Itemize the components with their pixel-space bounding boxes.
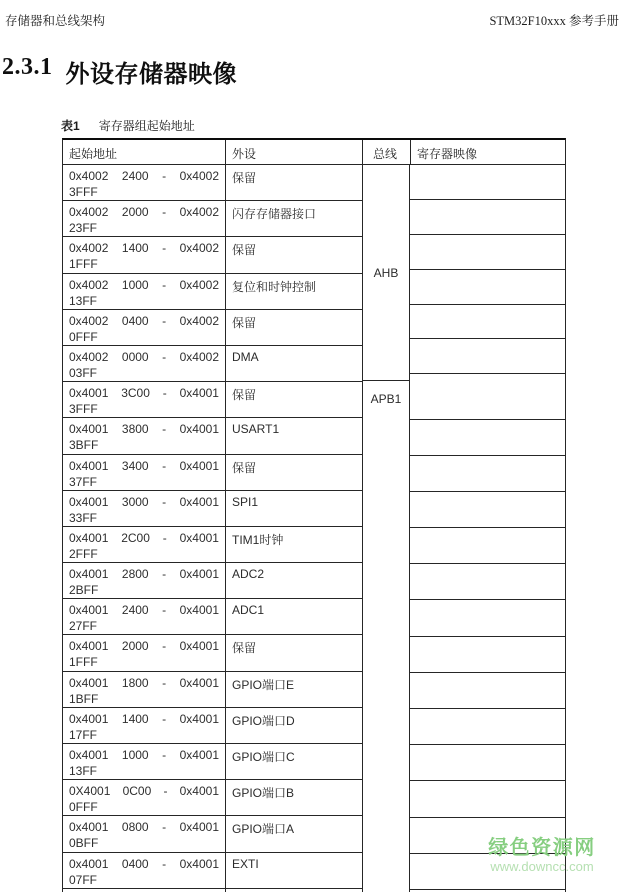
address-cell: [63, 816, 226, 852]
column-header-peripheral: 外设: [226, 140, 363, 164]
column-header-bus: 总线: [363, 140, 411, 164]
bus-section-ahb: [363, 165, 409, 381]
address-cell: [63, 310, 226, 346]
address-range-line2: 0FFF: [69, 329, 98, 344]
table-caption: [61, 117, 195, 134]
address-range-line1: 0x4002 1000 - 0x4002: [69, 277, 219, 292]
address-range-line2: 33FF: [69, 510, 98, 525]
table-header-row: [63, 140, 565, 165]
address-cell: [63, 237, 226, 273]
peripheral-cell: ADC2: [226, 563, 363, 599]
address-cell: [63, 455, 226, 491]
address-range-line2: 1BFF: [69, 691, 99, 706]
table-caption-label: 表1: [61, 119, 80, 133]
address-cell: [63, 744, 226, 780]
register-map-cell: [410, 235, 565, 270]
table-body: [63, 165, 565, 892]
address-range-line1: 0X4001 0C00 - 0x4001: [69, 784, 219, 799]
bus-section-apb1: [363, 381, 409, 417]
address-cell: [63, 418, 226, 454]
running-head-right: STM32F10xxx 参考手册: [489, 14, 619, 28]
address-cell: [63, 165, 226, 201]
address-cell: [63, 708, 226, 744]
address-range-line1: 0x4001 3000 - 0x4001: [69, 494, 219, 509]
peripheral-cell: 保留: [226, 310, 363, 346]
address-range-line1: 0x4001 3800 - 0x4001: [69, 422, 219, 437]
register-map-cell: [410, 781, 565, 817]
address-range-line1: 0x4002 2000 - 0x4002: [69, 205, 219, 220]
address-range-line2: 3FFF: [69, 185, 98, 199]
peripheral-cell: 保留: [226, 635, 363, 671]
address-range-line2: 0BFF: [69, 836, 99, 851]
watermark-site-name: 绿色资源网: [488, 837, 596, 859]
address-cell: [63, 274, 226, 310]
register-address-table: [62, 138, 566, 892]
table-caption-text: 寄存器组起始地址: [98, 119, 195, 133]
address-cell: [63, 382, 226, 418]
address-cell: [63, 599, 226, 635]
address-range-line1: 0x4001 1400 - 0x4001: [69, 711, 219, 726]
address-range-line1: 0x4001 1000 - 0x4001: [69, 748, 219, 762]
address-cell: [63, 491, 226, 527]
address-range-line1: 0x4002 2400 - 0x4002: [69, 169, 219, 183]
address-range-line2: 37FF: [69, 474, 98, 489]
address-range-line1: 0x4001 1800 - 0x4001: [69, 675, 219, 690]
peripheral-cell: GPIO端口D: [226, 708, 363, 744]
register-map-cell: [410, 709, 565, 745]
address-range-line1: 0x4002 0000 - 0x4002: [69, 349, 219, 364]
register-map-cell: [410, 305, 565, 340]
address-range-line1: 0x4001 3C00 - 0x4001: [69, 386, 219, 401]
address-cell: [63, 635, 226, 671]
peripheral-cell: EXTI: [226, 853, 363, 889]
address-cell: [63, 780, 226, 816]
address-range-line2: 3FFF: [69, 402, 98, 417]
section-heading: [2, 54, 237, 89]
address-range-line1: 0x4001 2C00 - 0x4001: [69, 530, 219, 545]
peripheral-cell: TIM1时钟: [226, 527, 363, 563]
peripheral-cell: 复位和时钟控制: [226, 274, 363, 310]
register-map-cell: [410, 492, 565, 528]
address-range-line1: 0x4001 3400 - 0x4001: [69, 458, 219, 473]
address-range-line1: 0x4001 2800 - 0x4001: [69, 567, 219, 582]
peripheral-cell: 保留: [226, 382, 363, 418]
section-number: 2.3.1: [2, 54, 53, 80]
peripheral-cell: 保留: [226, 237, 363, 273]
address-range-line1: 0x4001 2000 - 0x4001: [69, 639, 219, 654]
address-cell: [63, 853, 226, 889]
register-map-cell: [410, 528, 565, 564]
peripheral-cell: DMA: [226, 346, 363, 382]
register-map-cell: [410, 420, 565, 456]
bus-label-apb1: APB1: [370, 392, 402, 406]
register-map-cell: [410, 637, 565, 673]
running-head-left: 存储器和总线架构: [5, 14, 106, 28]
register-map-cell: [410, 339, 565, 374]
register-map-cell: [410, 673, 565, 709]
column-header-register-map: 寄存器映像: [417, 147, 478, 161]
running-head: [5, 11, 619, 29]
watermark-site-url: www.downcc.com: [490, 859, 594, 874]
peripheral-cell: 保留: [226, 455, 363, 491]
section-title: 外设存储器映像: [65, 62, 237, 88]
address-cell: [63, 201, 226, 237]
address-cell: [63, 346, 226, 382]
peripheral-cell: 保留: [226, 165, 363, 201]
address-range-line2: 17FF: [69, 727, 98, 742]
address-range-line2: 1FFF: [69, 655, 98, 670]
register-map-cell: [410, 165, 565, 200]
address-range-line2: 27FF: [69, 619, 98, 634]
address-range-line2: 1FFF: [69, 257, 98, 272]
register-map-cell: [410, 383, 565, 419]
peripheral-cell: GPIO端口A: [226, 816, 363, 852]
peripheral-cell: USART1: [226, 418, 363, 454]
address-range-line2: 13FF: [69, 764, 98, 778]
address-range-line2: 2BFF: [69, 583, 99, 598]
peripheral-cell: 闪存存储器接口: [226, 201, 363, 237]
peripheral-cell: GPIO端口E: [226, 672, 363, 708]
address-cell: [63, 672, 226, 708]
address-range-line1: 0x4002 1400 - 0x4002: [69, 241, 219, 256]
address-range-line2: 3BFF: [69, 438, 99, 453]
column-header-start-address: 起始地址: [63, 140, 226, 164]
peripheral-cell: ADC1: [226, 599, 363, 635]
address-range-line1: 0x4001 2400 - 0x4001: [69, 603, 219, 618]
bus-column: [362, 165, 410, 892]
address-range-line2: 2FFF: [69, 546, 98, 561]
register-map-cell: [410, 270, 565, 305]
peripheral-cell: GPIO端口C: [226, 744, 363, 780]
address-range-line2: 23FF: [69, 221, 98, 236]
address-range-line1: 0x4002 0400 - 0x4002: [69, 313, 219, 328]
address-range-line2: 13FF: [69, 293, 98, 308]
register-map-cell: [410, 564, 565, 600]
peripheral-cell: GPIO端口B: [226, 780, 363, 816]
address-range-line2: 0FFF: [69, 800, 98, 815]
register-map-cell: [410, 200, 565, 235]
register-map-cell: [410, 456, 565, 492]
address-range-line1: 0x4001 0800 - 0x4001: [69, 820, 219, 835]
watermark: [481, 837, 603, 874]
peripheral-cell: SPI1: [226, 491, 363, 527]
address-range-line2: 03FF: [69, 365, 98, 380]
address-range-line2: 07FF: [69, 872, 98, 887]
address-cell: [63, 527, 226, 563]
register-map-cell: [410, 600, 565, 636]
register-map-cell: [410, 745, 565, 781]
register-map-column: [410, 165, 565, 892]
bus-label-ahb: AHB: [373, 265, 399, 280]
address-cell: [63, 563, 226, 599]
address-range-line1: 0x4001 0400 - 0x4001: [69, 856, 219, 871]
